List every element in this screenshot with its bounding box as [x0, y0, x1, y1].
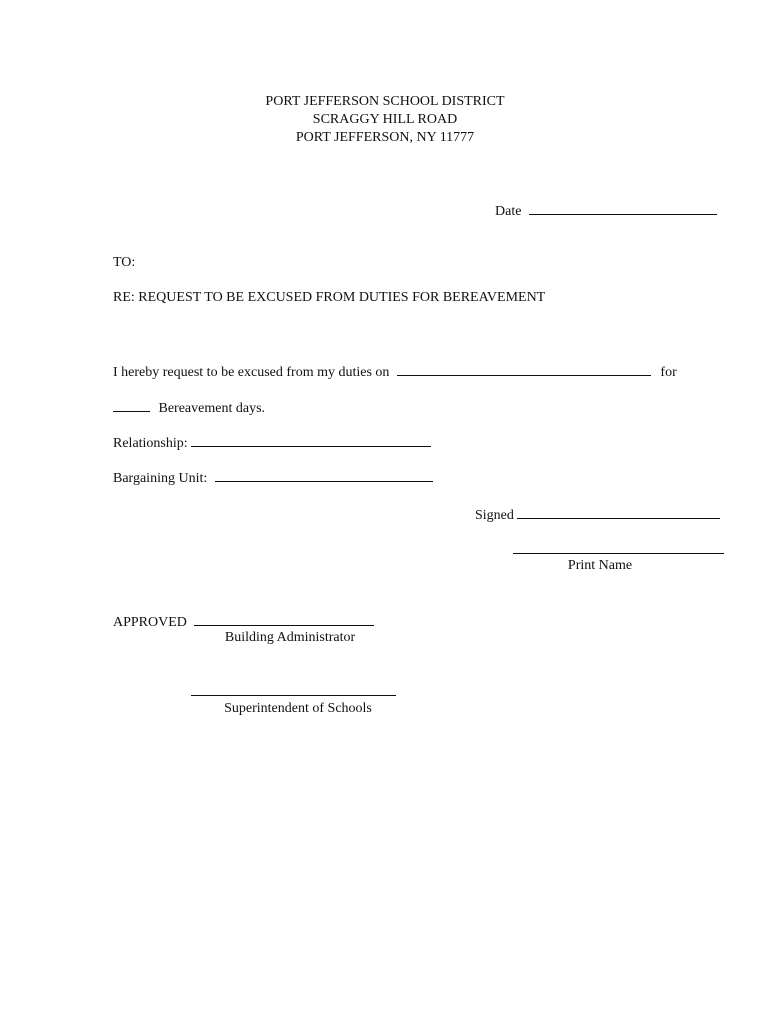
- request-row: [113, 363, 677, 380]
- bargaining-unit-blank[interactable]: [215, 469, 433, 482]
- relationship-row: [113, 434, 431, 451]
- district-street: SCRAGGY HILL ROAD: [312, 112, 458, 127]
- request-text: I hereby request to be excused from my duties on: [113, 365, 390, 380]
- bargaining-unit-label: Bargaining Unit:: [113, 471, 208, 486]
- relationship-blank[interactable]: [191, 434, 431, 447]
- bargaining-unit-row: [113, 469, 433, 486]
- print-name-line[interactable]: [513, 553, 724, 554]
- superintendent-line[interactable]: [191, 695, 396, 696]
- date-blank[interactable]: [529, 202, 717, 215]
- superintendent-label: Superintendent of Schools: [224, 701, 372, 716]
- re-line: RE: REQUEST TO BE EXCUSED FROM DUTIES FOR BEREAVEMENT: [113, 290, 546, 305]
- signed-row: [475, 506, 720, 523]
- print-name-label: Print Name: [567, 558, 633, 573]
- relationship-label: Relationship:: [113, 436, 188, 451]
- approved-row: [113, 613, 374, 630]
- request-for: for: [660, 365, 677, 380]
- district-city: PORT JEFFERSON, NY 11777: [295, 130, 475, 145]
- days-count-blank[interactable]: [113, 399, 150, 412]
- district-name: PORT JEFFERSON SCHOOL DISTRICT: [265, 94, 505, 109]
- signature-blank[interactable]: [517, 506, 720, 519]
- to-label: TO:: [113, 255, 136, 270]
- duties-date-blank[interactable]: [397, 363, 651, 376]
- approved-label: APPROVED: [113, 615, 187, 630]
- approved-blank[interactable]: [194, 613, 374, 626]
- signed-label: Signed: [475, 508, 514, 523]
- date-label: Date: [495, 204, 522, 219]
- date-row: [495, 202, 717, 219]
- days-row: [113, 399, 265, 416]
- building-admin-label: Building Administrator: [224, 630, 356, 645]
- days-label: Bereavement days.: [158, 401, 266, 416]
